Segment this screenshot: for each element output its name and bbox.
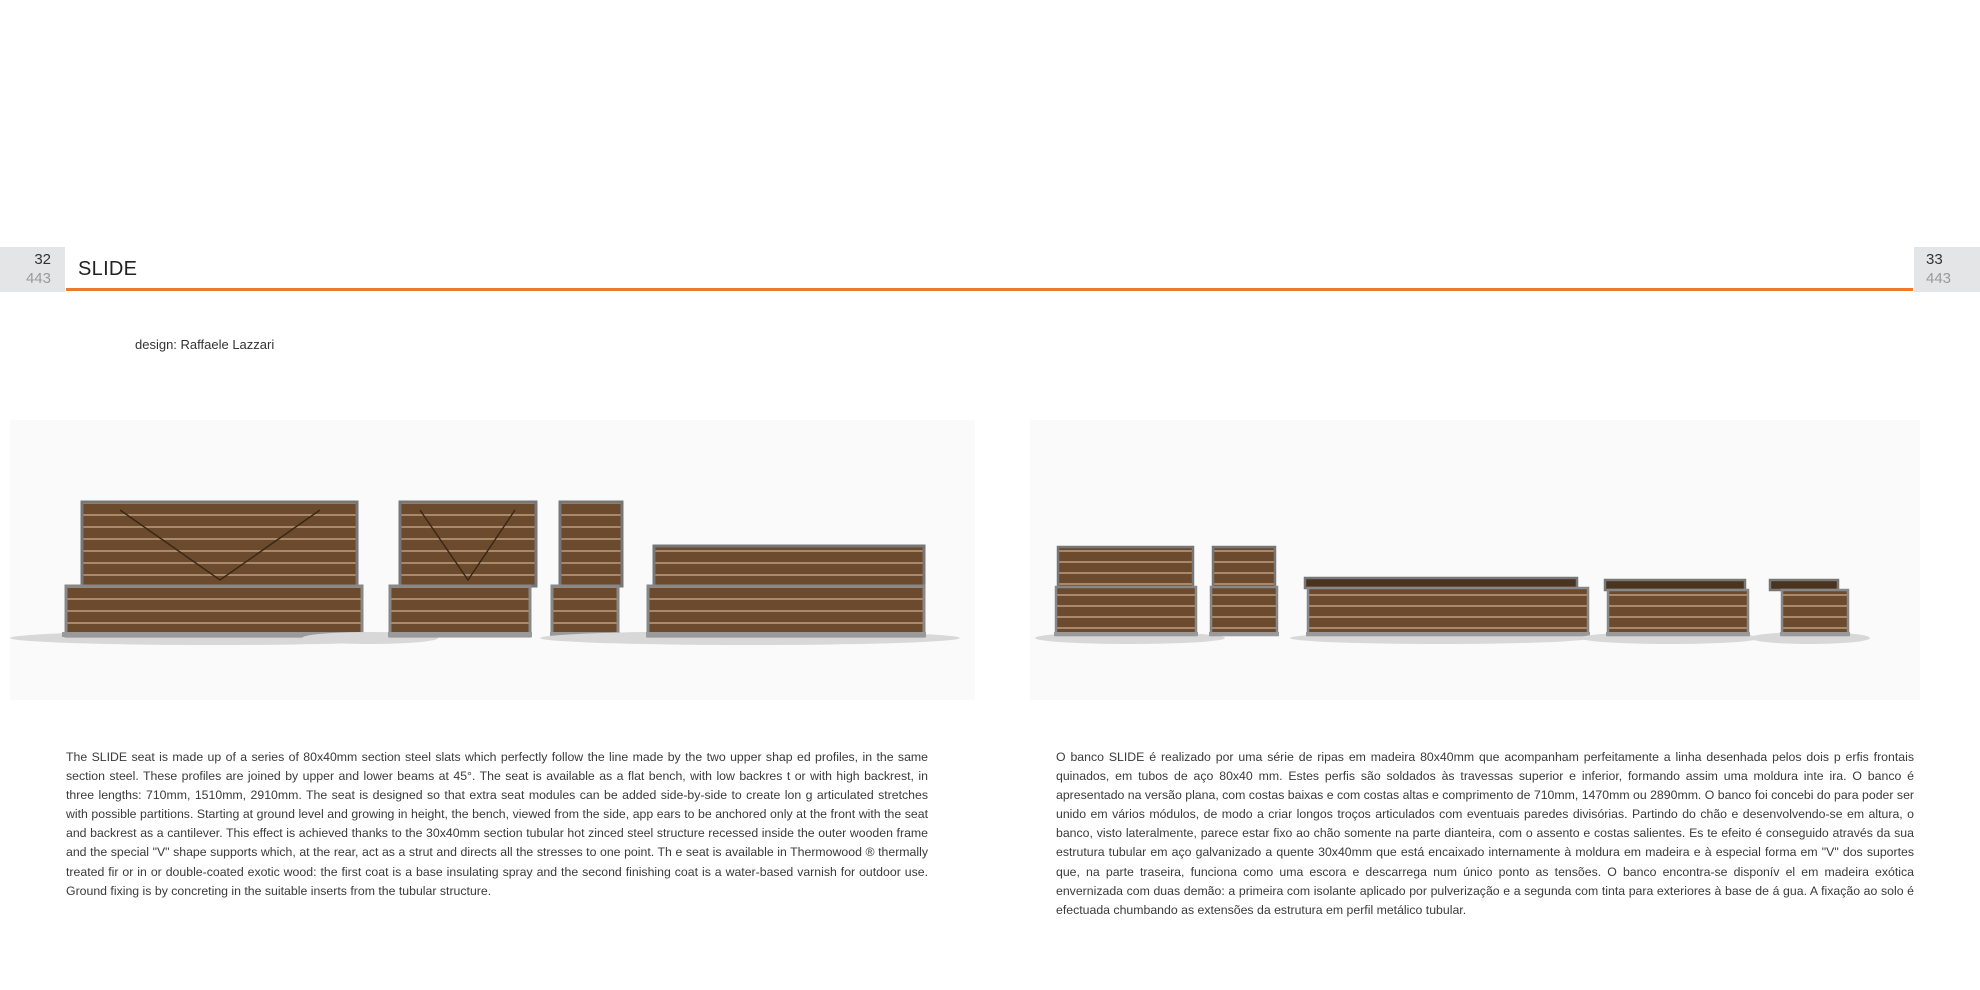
page-title: SLIDE bbox=[78, 258, 138, 280]
left-page-number: 32 bbox=[34, 251, 51, 268]
left-page-number-tab bbox=[0, 247, 65, 292]
right-page-total: 443 bbox=[1926, 270, 1952, 287]
right-page-number: 33 bbox=[1926, 251, 1943, 268]
description-portuguese: O banco SLIDE é realizado por uma série de ripas em madeira 80x40mm que acompanham perfeitamente a linha desenhada pelos dois p erfis frontais quinados, em tubos de aço 80x40 mm. Estes perfis são soldados às travessas superior e inferior, formando assim uma moldura inte ira. O banco é apresentado na versão plana, com costas baixas e com costas altas e comprimento de 710mm, 1470mm ou 2890mm. O banco foi concebi do para poder ser unido em vários módulos, de modo a criar longos troços articulados com eventuais paredes divisórias. Partindo do chão e desenvolvendo-se em altura, o banco, visto lateralmente, parece estar fixo ao chão somente na parte dianteira, com o assento e costas salientes. Es te efeito é conseguido através da sua estrutura tubular em aço galvanizado a quente 30x40mm que está encaixado internamente à moldura em madeira e à especial forma em "V" dos suportes que, na parte traseira, funciona como uma escora e descarrega num único ponto as tensões. O banco encontra-se disponív el em madeira exótica envernizada com duas demão: a primeira com isolante aplicado por pulverização e a segunda com tinta para exteriores à base de á gua. A fixação ao solo é efectuada chumbando as extensões da estrutura em perfil metálico tubular. bbox=[1056, 750, 1914, 917]
right-page-number-tab bbox=[1914, 247, 1980, 292]
benches-photo-left bbox=[10, 420, 975, 700]
left-page-total: 443 bbox=[25, 270, 51, 287]
design-credit: design: Raffaele Lazzari bbox=[135, 337, 275, 352]
title-divider bbox=[66, 288, 1913, 291]
description-english: The SLIDE seat is made up of a series of 80x40mm section steel slats which perfectly follow the line made by the two upper shap ed profiles, in the same section steel. These profiles are joined by upper and lower beams at 45°. The seat is available as a flat bench, with low backres t or with high backrest, in three lengths: 710mm, 1510mm, 2910mm. The seat is designed so that extra seat modules can be added side-by-side to create lon g articulated stretches with possible partitions. Starting at ground level and growing in height, the bench, viewed from the side, app ears to be anchored only at the front with the seat and backrest as a cantilever. This effect is achieved thanks to the 30x40mm section tubular hot zinced steel structure recessed inside the outer wooden frame and the special "V" shape supports which, at the rear, act as a strut and directs all the stresses to one point. Th e seat is available in Thermowood ® thermally treated fir or in or double-coated exotic wood: the first coat is a base insulating spray and the second finishing coat is a water-based varnish for outdoor use. Ground fixing is by concreting in the suitable inserts from the tubular structure. bbox=[66, 750, 928, 898]
benches-photo-right bbox=[1030, 420, 1920, 700]
